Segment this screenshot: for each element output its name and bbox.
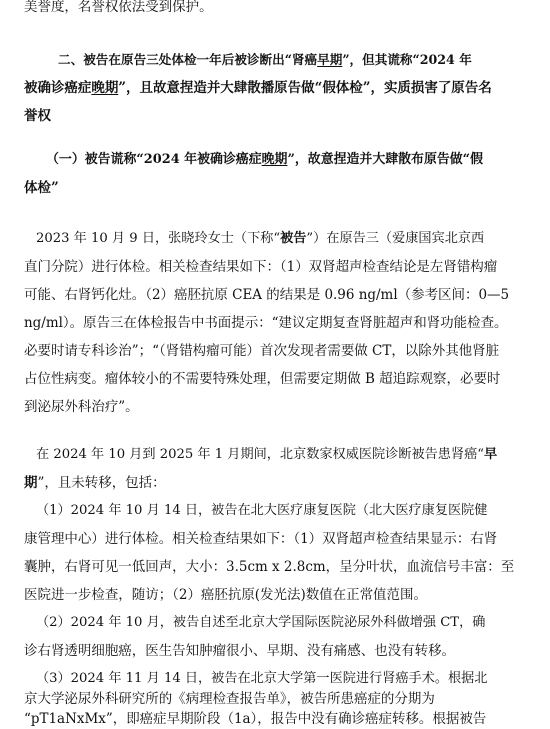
text: ”，故意捏造并大肆散布原告做“假 (287, 152, 483, 167)
text: 康管理中心）进行体检。相关检查结果如下：（1）双肾超声检查结果显示：右肾 (24, 531, 498, 547)
item2-line-2 (24, 641, 550, 661)
heading-two-line-1 (58, 50, 550, 70)
text: 美誉度，名誉权依法受到保护。 (24, 0, 213, 15)
subheading-one-line-2 (24, 178, 550, 198)
subheading-one-line-1 (46, 150, 550, 170)
text: 体检” (24, 180, 59, 196)
bold-text: 早 (484, 447, 498, 462)
para1-line-2 (24, 257, 550, 277)
item3-line-3 (24, 709, 550, 729)
bold-text: 被告 (280, 231, 307, 246)
text: “pT1aNxMx”，即癌症早期阶段（1a），报告中没有确诊癌症转移。根据被告 (24, 711, 487, 727)
underlined-text: 晚期 (261, 152, 288, 167)
text: 誉权 (24, 108, 51, 124)
heading-two-line-2 (24, 78, 550, 98)
para1-line-5 (24, 341, 550, 361)
text: 占位性病变。瘤体较小的不需要特殊处理，但需要定期做 B 超追踪观察，必要时 (24, 371, 501, 387)
text: （3）2024 年 11 月 14 日，被告在北京大学第一医院进行肾癌手术。根据北 (36, 671, 488, 686)
text: （一）被告谎称“2024 年被确诊癌症 (46, 152, 262, 167)
heading-two-line-3 (24, 106, 550, 126)
text: 被确诊癌症 (24, 80, 92, 96)
bold-text: 期 (24, 475, 38, 491)
text: 必要时请专科诊治”；“（肾错构瘤可能）首次发现者需要做 CT，以除外其他肾脏 (24, 343, 500, 359)
text: ”，且故意捏造并大肆散播原告做“假体检”，实质损害了原告名 (118, 80, 492, 96)
text-line-1 (24, 0, 550, 17)
para2-line-1 (36, 445, 550, 465)
item2-line-1 (36, 613, 550, 633)
item1-line-4 (24, 585, 550, 605)
text: ”，且未转移，包括： (37, 475, 166, 491)
text: 京大学泌尿外科研究所的《病理检查报告单》，被告所患癌症的分期为 (24, 691, 435, 707)
text: 医院进一步检查，随访；（2）癌胚抗原(发光法)数值在正常值范围。 (24, 587, 427, 603)
para1-line-1 (36, 229, 550, 249)
text: 诊右肾透明细胞癌，医生告知肿瘤很小、早期、没有痛感、也没有转移。 (24, 643, 455, 659)
para1-line-7 (24, 397, 550, 417)
text: ”）在原告三（爱康国宾北京西 (306, 231, 485, 246)
item1-line-1 (36, 501, 550, 521)
text: 2023 年 10 月 9 日，张晓玲女士（下称“ (36, 231, 281, 246)
item1-line-2 (24, 529, 550, 549)
text: （1）2024 年 10 月 14 日，被告在北大医疗康复医院（北大医疗康复医院健 (36, 503, 488, 518)
para1-line-3 (24, 285, 550, 305)
para1-line-6 (24, 369, 550, 389)
item3-line-2 (24, 689, 550, 709)
text: （2）2024 年 10 月，被告自述至北京大学国际医院泌尿外科做增强 CT，确 (36, 615, 486, 630)
para2-line-2 (24, 473, 550, 493)
underlined-text: 早期 (317, 52, 343, 67)
text: 囊肿，右肾可见一低回声，大小：3.5cm x 2.8cm，呈分叶状，血流信号丰富：至 (24, 559, 515, 575)
underlined-text: 晚期 (91, 80, 119, 96)
text: 二、被告在原告三处体检一年后被诊断出“肾癌 (58, 52, 318, 67)
para1-line-4 (24, 313, 550, 333)
item1-line-3 (24, 557, 550, 577)
text: 直门分院）进行体检。相关检查结果如下：（1）双肾超声检查结论是左肾错构瘤 (24, 259, 498, 275)
text: ”，但其谎称“2024 年 (342, 52, 472, 67)
text: 可能、右肾钙化灶。（2）癌胚抗原 CEA 的结果是 0.96 ng/ml（参考区间：0—5 (24, 287, 510, 303)
text: ng/ml）。原告三在体检报告中书面提示：“建议定期复查肾脏超声和肾功能检查。 (24, 315, 508, 331)
text: 到泌尿外科治疗”。 (24, 399, 139, 415)
text: 在 2024 年 10 月到 2025 年 1 月期间，北京数家权威医院诊断被告患肾癌“ (36, 447, 485, 462)
item3-line-1 (36, 669, 550, 689)
